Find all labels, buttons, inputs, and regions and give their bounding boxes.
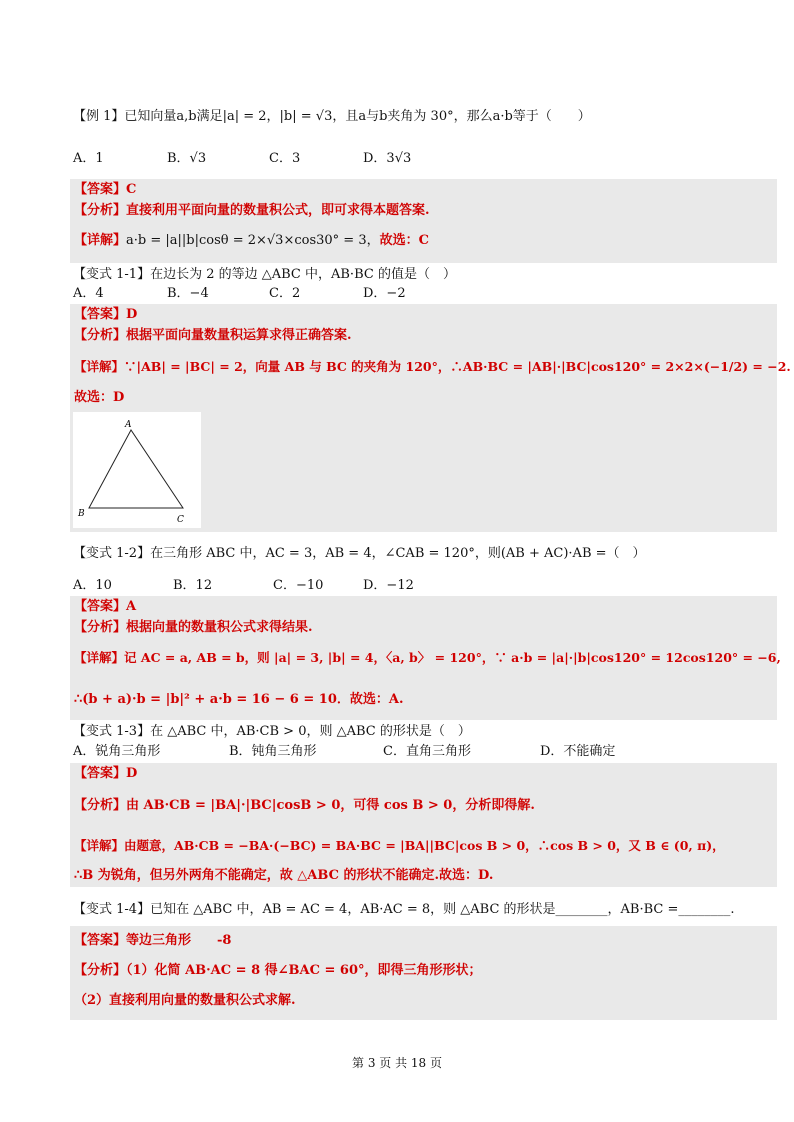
option-d: D．不能确定 (540, 744, 616, 759)
detail-line-2: ∴B 为锐角，但另外两角不能确定，故 △ABC 的形状不能确定.故选：D. (74, 868, 494, 883)
example-1-solution-box (70, 179, 777, 263)
answer-line: 【答案】D (74, 307, 138, 322)
option-c: C．2 (269, 286, 301, 301)
variant-1-2-solution-box (70, 596, 781, 720)
option-a: A．4 (73, 286, 104, 301)
vertex-label-a: A (125, 420, 132, 430)
variant-1-1-question: 【变式 1-1】在边长为 2 的等边 △ABC 中，AB·BC 的值是（ ） (73, 267, 456, 282)
variant-1-3-solution-box (70, 763, 777, 887)
detail-line: 【详解】由题意，AB·CB = −BA·(−BC) = BA·BC = |BA||BC|cos B > 0，∴cos B > 0，又 B ∈ (0, π)， (74, 838, 725, 853)
answer-line: 【答案】等边三角形 -8 (74, 933, 232, 948)
option-a: A．1 (73, 151, 104, 166)
variant-1-2-question: 【变式 1-2】在三角形 ABC 中，AC = 3，AB = 4，∠CAB = 120°，则(AB + AC)·AB =（ ） (73, 546, 646, 561)
variant-1-4-solution-box (70, 926, 777, 1020)
option-c: C．3 (269, 151, 301, 166)
option-d: D．−2 (363, 286, 406, 301)
option-b: B．钝角三角形 (229, 744, 317, 759)
option-a: A．10 (73, 578, 112, 593)
detail-line: 【详解】a·b = |a||b|cosθ = 2×√3×cos30° = 3，故选：C (74, 233, 429, 248)
option-b: B．−4 (167, 286, 209, 301)
option-c: C．直角三角形 (383, 744, 471, 759)
analysis-line-2: （2）直接利用向量的数量积公式求解. (74, 993, 296, 1008)
variant-1-4-question: 【变式 1-4】已知在 △ABC 中，AB = AC = 4，AB·AC = 8，则 △ABC 的形状是________，AB·BC =________. (73, 902, 735, 917)
answer-line: 【答案】A (74, 599, 137, 614)
detail-line-2: 故选：D (74, 390, 125, 405)
analysis-line: 【分析】根据平面向量数量积运算求得正确答案. (74, 328, 352, 343)
option-d: D．3√3 (363, 151, 412, 166)
variant-1-3-question: 【变式 1-3】在 △ABC 中，AB·CB > 0，则 △ABC 的形状是（ ） (73, 724, 471, 739)
answer-line: 【答案】C (74, 182, 137, 197)
example-1-question: 【例 1】已知向量a,b满足|a| = 2，|b| = √3，且a与b夹角为 30°，那么a·b等于（ ） (73, 109, 591, 124)
option-c: C．−10 (273, 578, 324, 593)
option-d: D．−12 (363, 578, 414, 593)
analysis-line: 【分析】根据向量的数量积公式求得结果. (74, 620, 313, 635)
triangle-diagram (73, 412, 201, 528)
option-b: B．12 (173, 578, 213, 593)
triangle-figure (73, 412, 201, 528)
analysis-line: 【分析】直接利用平面向量的数量积公式，即可求得本题答案. (74, 203, 430, 218)
analysis-line: 【分析】（1）化简 AB·AC = 8 得∠BAC = 60°，即得三角形形状； (74, 963, 482, 978)
page-footer: 第 3 页 共 18 页 (352, 1056, 442, 1070)
detail-line: 【详解】∵|AB| = |BC| = 2，向量 AB 与 BC 的夹角为 120°，∴AB·BC = |AB|·|BC|cos120° = 2×2×(−1/2) = −2. (74, 359, 791, 374)
answer-line: 【答案】D (74, 766, 138, 781)
option-a: A．锐角三角形 (73, 744, 161, 759)
detail-line-2: ∴(b + a)·b = |b|² + a·b = 16 − 6 = 10．故选：A. (74, 692, 404, 707)
option-b: B．√3 (167, 151, 207, 166)
detail-line: 【详解】记 AC = a, AB = b，则 |a| = 3, |b| = 4，〈a, b〉 = 120°，∵ a·b = |a|·|b|cos120° = 12cos120° = −6, (74, 650, 781, 665)
vertex-label-c: C (177, 515, 184, 525)
vertex-label-b: B (78, 509, 85, 519)
analysis-line: 【分析】由 AB·CB = |BA|·|BC|cosB > 0，可得 cos B > 0，分析即得解. (74, 798, 535, 813)
